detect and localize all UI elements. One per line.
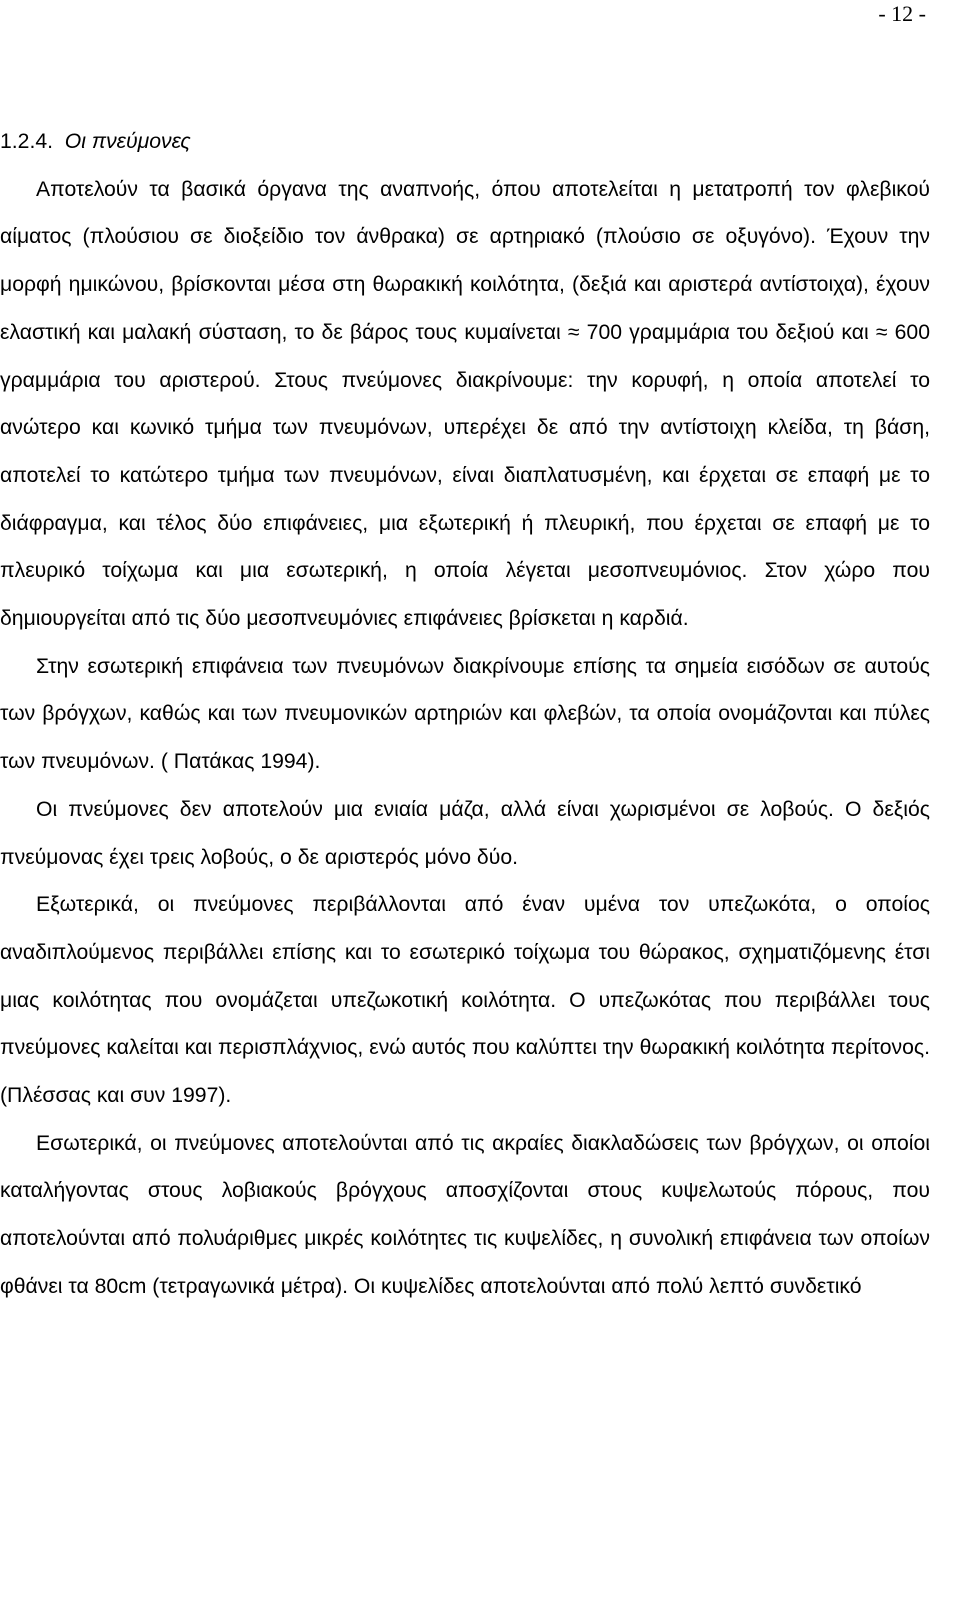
paragraph-inner-surface: Στην εσωτερική επιφάνεια των πνευμόνων διακρίνουμε επίσης τα σημεία εισόδων σε αυτούς των βρόγχων, καθώς και των πνευμονικών αρτηριών και φλεβών, τα οποία ονομάζονται και πύλες των πνευμόνων. ( Πατάκας 1994). [0,654,930,774]
section-heading [0,118,930,166]
section-title: Οι πνεύμονες [64,130,191,153]
document-body [0,118,930,1311]
page-number: - 12 - [878,1,926,26]
section-number: 1.2.4. [0,130,54,153]
paragraph-internal-structure: Εσωτερικά, οι πνεύμονες αποτελούνται από τις ακραίες διακλαδώσεις των βρόγχων, οι οποίοι καταλήγοντας στους λοβιακούς βρόγχους αποσχίζονται στους κυψελωτούς πόρους, που αποτελούνται από πολυάριθμες μικρές κοιλότητες τις κυψελίδες, η συνολική επιφάνεια των οποίων φθάνει τα 80cm (τετραγωνικά μέτρα). Οι κυψελίδες αποτελούνται από πολύ λεπτό συνδετικό [0,1131,930,1298]
paragraph-lung-description: Αποτελούν τα βασικά όργανα της αναπνοής, όπου αποτελείται η μετατροπή τον φλεβικού αίματος (πλούσιου σε διοξείδιο τον άνθρακα) σε αρτηριακό (πλούσιο σε οξυγόνο). Έχουν την μορφή ημικώνου, βρίσκονται μέσα στη θωρακική κοιλότητα, (δεξιά και αριστερά αντίστοιχα), έχουν ελαστική και μαλακή σύσταση, το δε βάρος τους κυμαίνεται ≈ 700 γραμμάρια του δεξιού και ≈ 600 γραμμάρια του αριστερού. Στους πνεύμονες διακρίνουμε: την κορυφή, η οποία αποτελεί το ανώτερο και κωνικό τμήμα των πνευμόνων, υπερέχει δε από την αντίστοιχη κλείδα, τη βάση, αποτελεί το κατώτερο τμήμα των πνευμόνων, είναι διαπλατυσμένη, και έρχεται σε επαφή με το διάφραγμα, και τέλος δύο επιφάνειες, μια εξωτερική ή πλευρική, που έρχεται σε επαφή με το πλευρικό τοίχωμα και μια εσωτερική, η οποία λέγεται μεσοπνευμόνιος. Στον χώρο που δημιουργείται από τις δύο μεσοπνευμόνιες επιφάνειες βρίσκεται η καρδιά. [0,177,930,631]
paragraph-lobes: Οι πνεύμονες δεν αποτελούν μια ενιαία μάζα, αλλά είναι χωρισμένοι σε λοβούς. Ο δεξιός πνεύμονας έχει τρεις λοβούς, ο δε αριστερός μόνο δύο. [0,797,930,869]
paragraph-pleura: Εξωτερικά, οι πνεύμονες περιβάλλονται από έναν υμένα τον υπεζωκότα, ο οποίος αναδιπλούμενος περιβάλλει επίσης και το εσωτερικό τοίχωμα του θώρακος, σχηματιζόμενης έτσι μιας κοιλότητας που ονομάζεται υπεζωκοτική κοιλότητα. Ο υπεζωκότας που περιβάλλει τους πνεύμονες καλείται και περισπλάχνιος, ενώ αυτός που καλύπτει την θωρακική κοιλότητα περίτονος. (Πλέσσας και συν 1997). [0,893,930,1108]
